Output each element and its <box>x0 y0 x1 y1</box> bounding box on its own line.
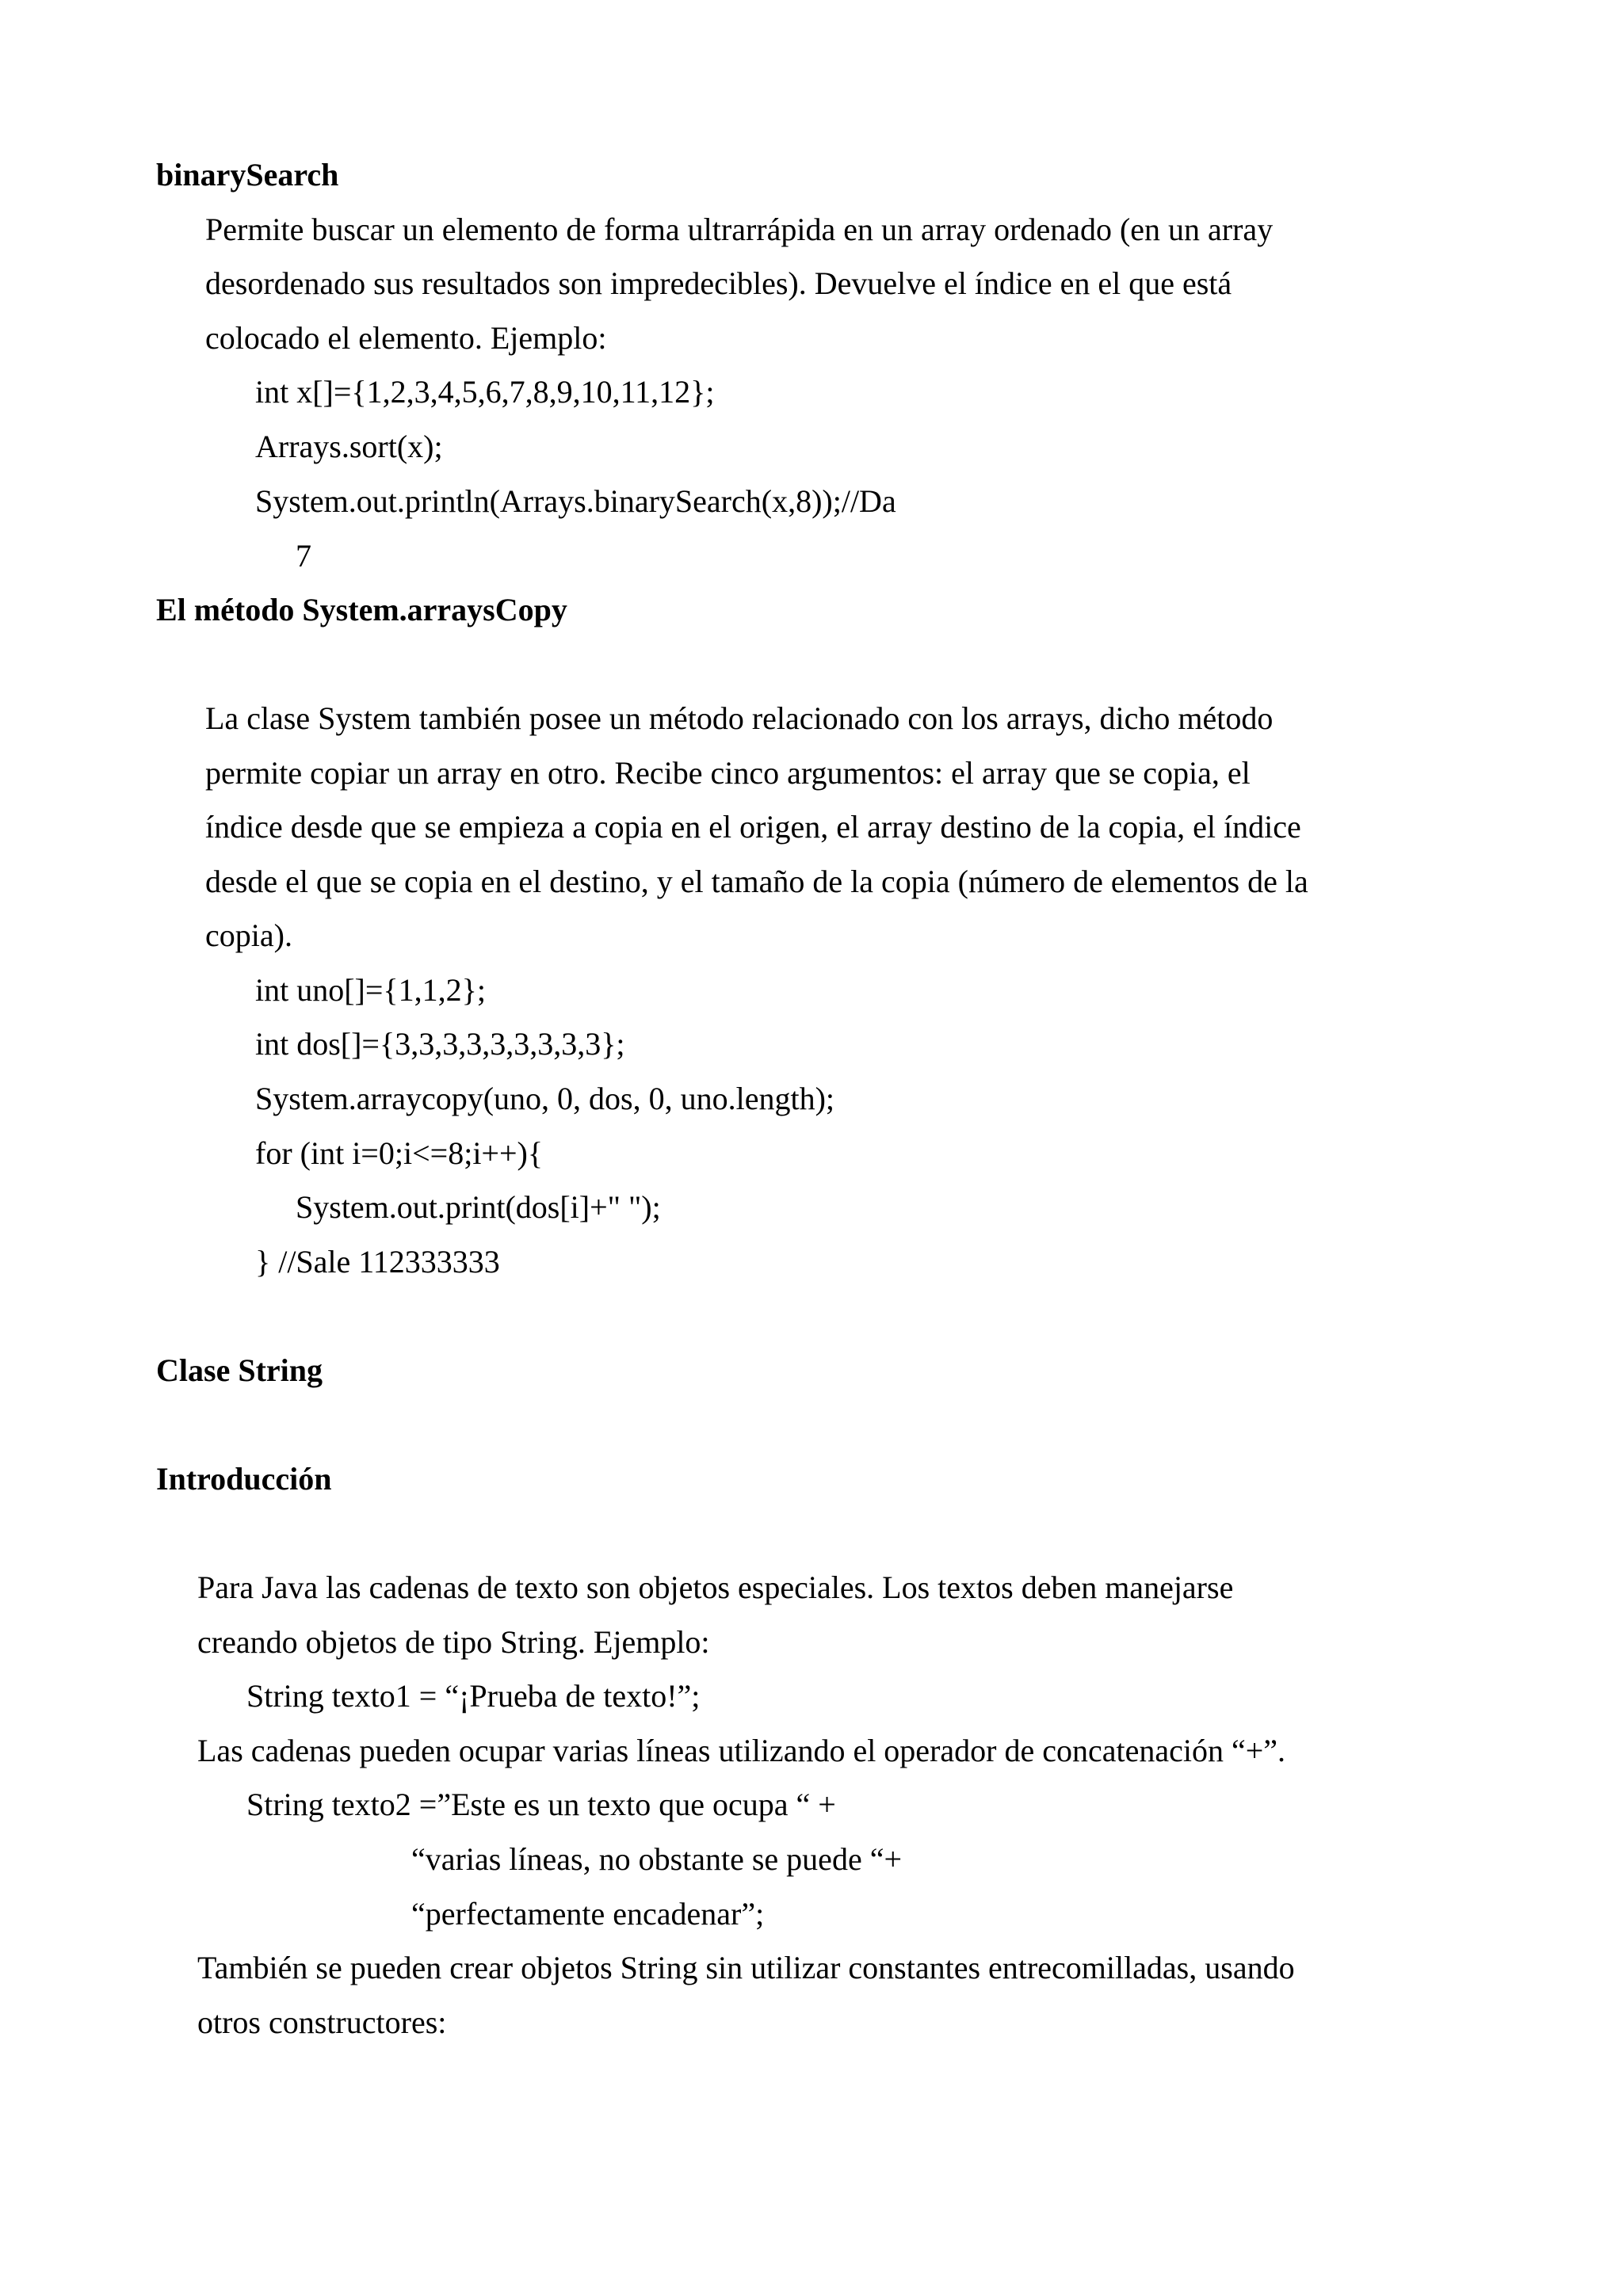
heading-arrays-copy: El método System.arraysCopy <box>156 592 567 627</box>
code-line: System.out.println(Arrays.binarySearch(x,8));//Da <box>255 483 896 519</box>
code-line: String texto1 = “¡Prueba de texto!”; <box>246 1678 701 1714</box>
code-line: “perfectamente encadenar”; <box>411 1896 765 1932</box>
code-line: 7 <box>296 538 311 574</box>
heading-clase-string: Clase String <box>156 1352 323 1388</box>
paragraph-line: La clase System también posee un método relacionado con los arrays, dicho método <box>205 700 1274 736</box>
code-line: String texto2 =”Este es un texto que ocupa “ + <box>246 1787 836 1822</box>
heading-introduccion: Introducción <box>156 1461 332 1497</box>
paragraph-line: Para Java las cadenas de texto son objetos especiales. Los textos deben manejarse <box>197 1569 1234 1605</box>
code-line: int dos[]={3,3,3,3,3,3,3,3,3}; <box>255 1026 625 1062</box>
paragraph-line: Las cadenas pueden ocupar varias líneas utilizando el operador de concatenación “+”. <box>197 1733 1286 1768</box>
code-line: } //Sale 112333333 <box>255 1244 500 1280</box>
paragraph-line: índice desde que se empieza a copia en el origen, el array destino de la copia, el índice <box>205 809 1301 845</box>
paragraph-line: Permite buscar un elemento de forma ultrarrápida en un array ordenado (en un array <box>205 212 1274 247</box>
code-line: int uno[]={1,1,2}; <box>255 972 486 1008</box>
paragraph-line: desde el que se copia en el destino, y el tamaño de la copia (número de elementos de la <box>205 864 1308 899</box>
paragraph-line: copia). <box>205 917 292 953</box>
paragraph-line: desordenado sus resultados son impredecibles). Devuelve el índice en el que está <box>205 265 1232 301</box>
code-line: System.out.print(dos[i]+" "); <box>296 1189 661 1225</box>
paragraph-line: creando objetos de tipo String. Ejemplo: <box>197 1624 710 1660</box>
paragraph-line: También se pueden crear objetos String sin utilizar constantes entrecomilladas, usando <box>197 1950 1295 1985</box>
code-line: for (int i=0;i<=8;i++){ <box>255 1135 544 1171</box>
code-line: int x[]={1,2,3,4,5,6,7,8,9,10,11,12}; <box>255 374 715 410</box>
code-line: System.arraycopy(uno, 0, dos, 0, uno.length); <box>255 1081 834 1116</box>
paragraph-line: permite copiar un array en otro. Recibe cinco argumentos: el array que se copia, el <box>205 755 1251 791</box>
code-line: “varias líneas, no obstante se puede “+ <box>411 1841 903 1877</box>
paragraph-line: colocado el elemento. Ejemplo: <box>205 320 607 356</box>
heading-binary-search: binarySearch <box>156 157 339 193</box>
code-line: Arrays.sort(x); <box>255 429 443 464</box>
paragraph-line: otros constructores: <box>197 2004 447 2040</box>
